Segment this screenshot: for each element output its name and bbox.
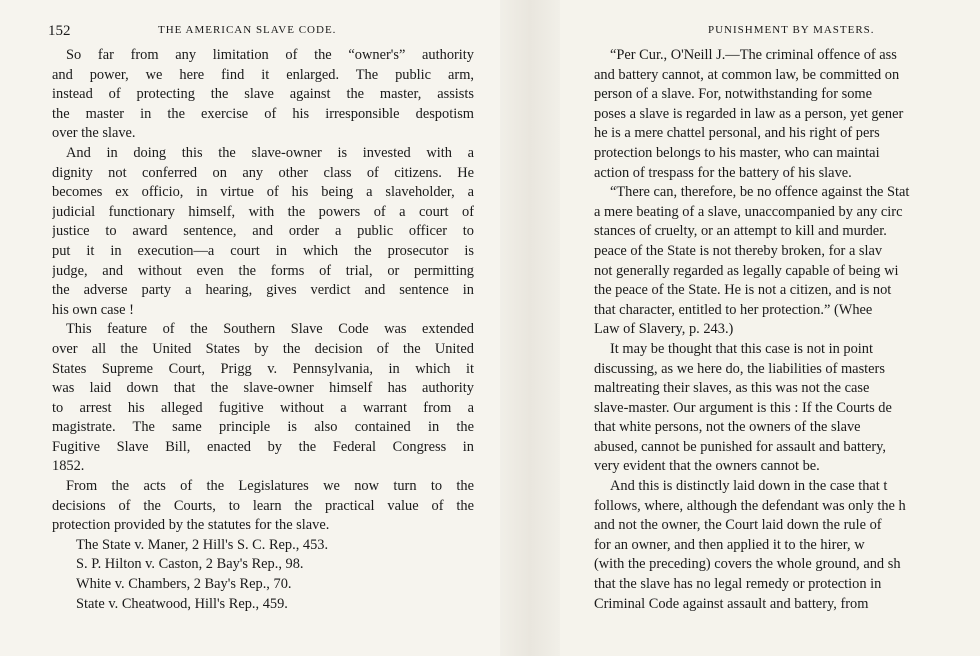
text-line: From the acts of the Legislatures we now turn to the [66,478,474,495]
text-line: decisions of the Courts, to learn the practical value of the [52,497,474,514]
text-line: Fugitive Slave Bill, enacted by the Federal Congress in [52,438,474,455]
text-line: very evident that the owners cannot be. [594,458,820,475]
text-line: not generally regarded as legally capable of being wi [594,262,899,279]
text-line: “There can, therefore, be no offence against the Stat [610,184,910,201]
text-line: 1852. [52,458,85,475]
text-line: (with the preceding) covers the whole ground, and sh [594,556,901,573]
text-line: justice to award sentence, and order a public officer to [52,223,474,240]
text-line: action of trespass for the battery of his slave. [594,164,852,181]
text-line: to arrest his alleged fugitive without a warrant from a [52,399,474,416]
text-line: “Per Cur., O'Neill J.—The criminal offence of ass [610,47,897,63]
running-head-left: THE AMERICAN SLAVE CODE. [158,24,337,36]
text-line: person of a slave. For, notwithstanding for some [594,86,872,103]
text-line: poses a slave is regarded in law as a person, yet gener [594,105,904,122]
text-line: that character, entitled to her protection.” (Whee [594,301,873,318]
text-line: magistrate. The same principle is also contained in the [52,419,474,436]
right-page-text [594,46,980,614]
case-citation: White v. Chambers, 2 Bay's Rep., 70. [76,576,292,593]
text-line: peace of the State is not thereby broken, for a slav [594,242,883,259]
text-line: And in doing this the slave-owner is invested with a [66,144,474,161]
text-line: that the slave has no legal remedy or protection in [594,576,882,593]
page-number: 152 [48,23,71,39]
text-line: This feature of the Southern Slave Code was extended [66,321,474,338]
book-gutter [500,0,560,656]
text-line: instead of protecting the slave against the master, assists [52,86,474,103]
text-line: States Supreme Court, Prigg v. Pennsylvania, in which it [52,360,474,377]
text-line: was laid down that the slave-owner himself has authority [52,380,474,397]
text-line: and not the owner, the Court laid down the rule of [594,517,882,534]
case-citation: The State v. Maner, 2 Hill's S. C. Rep., 453. [76,536,329,553]
text-line: protection provided by the statutes for the slave. [52,517,330,534]
text-line: Law of Slavery, p. 243.) [594,321,734,338]
text-line: the peace of the State. He is not a citizen, and is not [594,282,892,299]
text-line: a mere beating of a slave, unaccompanied by any circ [594,203,903,220]
text-line: Criminal Code against assault and battery, from [594,595,869,612]
text-line: discussing, as we here do, the liabilities of masters [594,360,885,377]
text-line: It may be thought that this case is not in point [610,340,873,357]
right-page [560,0,980,656]
case-citation: S. P. Hilton v. Caston, 2 Bay's Rep., 98. [76,556,304,573]
text-line: dignity not conferred on any other class of citizens. He [52,164,474,181]
text-line: and battery cannot, at common law, be committed on [594,66,900,83]
text-line: maltreating their slaves, as this was not the case [594,380,870,397]
text-line: protection belongs to his master, who can maintai [594,144,880,161]
text-line: for an owner, and then applied it to the hirer, w [594,536,865,553]
text-line: judge, and without even the forms of trial, or permitting [52,262,474,279]
text-line: So far from any limitation of the “owner's” authority [66,47,474,63]
text-line: judicial functionary himself, with the powers of a court of [52,203,474,220]
text-line: stances of cruelty, or an attempt to kill and murder. [594,223,887,240]
text-line: over the slave. [52,125,136,142]
text-line: slave-master. Our argument is this : If the Courts de [594,399,892,416]
text-line: abused, cannot be punished for assault and battery, [594,438,886,455]
left-page-text [52,46,474,614]
text-line: And this is distinctly laid down in the case that t [610,478,888,495]
text-line: and power, we here find it enlarged. The public arm, [52,66,474,83]
text-line: follows, where, although the defendant was only the h [594,497,906,514]
text-line: he is a mere chattel personal, and his right of pers [594,125,880,142]
text-line: the adverse party a hearing, gives verdict and sentence in [52,282,474,299]
text-line: put it in execution—a court in which the prosecutor is [52,242,474,259]
running-head-right: PUNISHMENT BY MASTERS. [708,24,875,36]
text-line: becomes ex officio, in virtue of his being a slaveholder, a [52,184,474,201]
text-line: that white persons, not the owners of the slave [594,419,861,436]
text-line: over all the United States by the decision of the United [52,340,474,357]
case-citation: State v. Cheatwood, Hill's Rep., 459. [76,595,288,612]
text-line: the master in the exercise of his irresponsible despotism [52,105,474,122]
text-line: his own case ! [52,301,134,318]
